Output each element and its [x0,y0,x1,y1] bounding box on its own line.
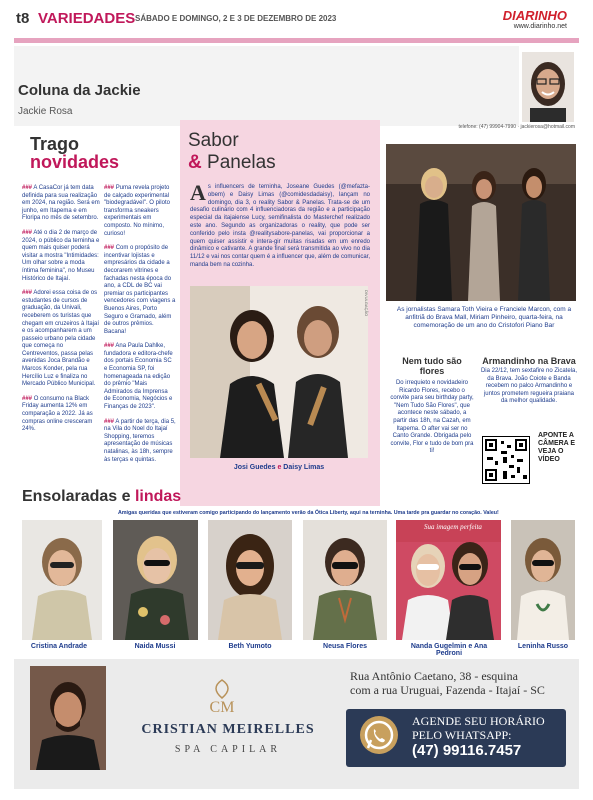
trago-title-line2: novidades [30,152,120,172]
guest-photo [208,520,292,640]
booking-line-2: PELO WHATSAPP: [412,728,512,742]
trago-column-1 [22,185,100,441]
news-item: ### Adorei essa coisa de os estudantes de cursos de graduação, da Univali, receberem os turistas que chegam em cruzeiros à Itajaí e os acompanharem a um passeio urbano pela cidade que começa no Centreventos, passa pelas avenidas Joca Brandão e Marcos Konder, pela rua Hercílio Luz e finaliza no Mercado Público Municipal. [22,290,100,388]
news-item: ### A partir de terça, dia 5, na Vila do Noel do Itajaí Shopping, teremos apresentação de músicas natalinas, às 18h, sempre às terças e quintas. [104,418,176,463]
brava-caption: As jornalistas Samara Toth Vieira e Franciele Marcon, com a anfitriã do Brava Mall, Miriam Pinheiro, quarta-feira, na comemoração de um ano do Cristofori Piano Bar [396,306,572,329]
sabor-article: As influencers de terninha, Joseane Guedes (@mefazta-obem) e Daisy Limas (@comidesdadaisy), lançam no domingo, dia 3, o reality Sabor & Panelas. Trata-se de um desafio culinário com 4 influenciadoras da região e a participação especial da itajaiense Lucy, semifinalista do Masterchef realizado este ano. Segundo as organizadoras o reality, que pode ser conferido pelo insta @realitysabore-panelas, vai proporcionar a quem quiser assistir e intera-gir muitas risadas em um enredo dinâmico e cativante. A grande final será transmitida ao vivo no dia 11/12 e vai nos contar quem é a influencer que, além de comunicar, manda bem na cozinha. [190,180,370,268]
nem-tudo-text: Do irrequieto e novidadeiro Ricardo Flores, recebo o convite para seu birthday party, "Nem Tudo São Flores", que acontece neste sábado, a partir das 18h, na Cazah, em Itapema. O after vai ser no Canto Grande. Obrigada pelo convite, Flor e tudo de bom pra ti! [390,380,474,455]
guest-photo [113,520,198,640]
armandinho-title: Armandinho na Brava [482,356,576,366]
news-item: ### Puma revela projeto de calçado experimental "biodegradável". O piloto transforma sneakers experimentais em composto. No mínimo, curioso! [104,185,170,237]
newspaper-url[interactable]: www.diarinho.net [513,23,567,30]
newspaper-logo[interactable]: DIARINHO [502,8,567,23]
guest-name: Neusa Flores [323,643,367,650]
influencers-photo [190,286,368,458]
armandinho-text: Dia 22/12, tem sextafire no Zicatela, da Brava. João Coiote e Banda recebem no palco Armandinho e juntos prometem regueira praiana da melhor qualidade. [480,368,578,405]
ensolaradas-subtitle: Amigas queridas que estiveram comigo participando do lançamento verão da Ótica Liberty, aqui na terninha. Uma tarde pra guardar no coração. Valeu! [118,510,499,516]
photo-credit: DIVULGAÇÃO [364,290,369,317]
column-author: Jackie Rosa [18,106,73,117]
guest-name: Cristina Andrade [30,643,88,650]
news-item: ### A CasaCor já tem data definida para sua realização em 2024, na região. Será em junho, em Itapema e em Floripa no mês de setembro. [22,185,100,222]
issue-date: SÁBADO E DOMINGO, 2 E 3 DE DEZEMBRO DE 2023 [135,14,337,23]
section-title: VARIEDADES [38,10,136,27]
guest-name: Naida Mussi [134,643,176,650]
column-title: Coluna da Jackie [18,82,141,99]
brand-tagline: SPA CAPILAR [174,744,282,755]
guest-name: Beth Yumoto [228,643,272,650]
store-sign: Sua imagem perfeita [424,523,482,531]
brand-monogram-icon [196,676,248,716]
whatsapp-icon[interactable] [360,716,398,754]
news-item: ### Ana Paula Dahlke, fundadora e editora-chefe dos portais Economia SC e Economia SP, foi homenageada na edição do prêmio "Mais Admirados da Imprensa de Economia, Negócios e Finanças de 2023". [104,343,173,411]
salon-address: Rua Antônio Caetano, 38 - esquina com a rua Uruguai, Fazenda - Itajaí - SC [350,669,545,697]
guest-name: Leninha Russo [517,643,569,650]
ensolaradas-title: Ensolaradas e lindas [22,488,182,505]
guest-photo [22,520,102,640]
stylist-photo [30,666,106,770]
aponte-camera-text: APONTE A CÂMERA E VEJA O VÍDEO [538,432,576,463]
guest-photo [303,520,387,640]
news-item: ### Com o propósito de incentivar lojistas e empresários da cidade a decorarem vitrines e fachadas nesta época do ano, a CDL de BC vai premiar os participantes vencedores com viagens a Buenos Aires, Porto Seguro e Gramado, além de outros prêmios. Bacana! [104,245,176,335]
guest-name: Nanda Gugelmin e Ana Pedroni [410,643,488,657]
trago-column-2 [104,185,176,471]
header-divider [14,38,579,43]
sabor-title-line2: & Panelas [188,152,276,173]
booking-line-1: AGENDE SEU HORÁRIO [412,714,545,728]
page-header [8,6,585,36]
sabor-title-line1: Sabor [188,130,239,151]
nem-tudo-title: Nem tudo são flores [402,356,462,376]
page-number: t8 [16,10,30,27]
brand-name: CRISTIAN MEIRELLES [141,722,315,737]
monogram-text: CM [209,699,235,716]
guest-photo [511,520,575,640]
brava-photo [386,144,576,301]
influencers-caption: Josi Guedes e Daisy Limas [233,464,325,471]
drop-cap: A [190,180,206,205]
booking-phone[interactable]: (47) 99116.7457 [412,742,522,759]
news-item: ### Até o dia 2 de março de 2024, o público da terninha e quem mais quiser poderá visitar a mostra "Intimidades: Um olhar sobre a moda íntima feminina", no Museu Histórico de Itajaí. [22,229,100,282]
guest-photo [396,520,501,640]
trago-title-line1: Trago [30,134,80,154]
video-qr-code[interactable] [482,436,530,484]
column-contact: telefone: (47) 99904-7990 · jackierosa@hotmail.com [458,124,575,130]
author-avatar [522,52,574,122]
news-item: ### O consumo na Black Friday aumenta 12% em comparação a 2022. Já as compras online cresceram 24%. [22,395,93,433]
